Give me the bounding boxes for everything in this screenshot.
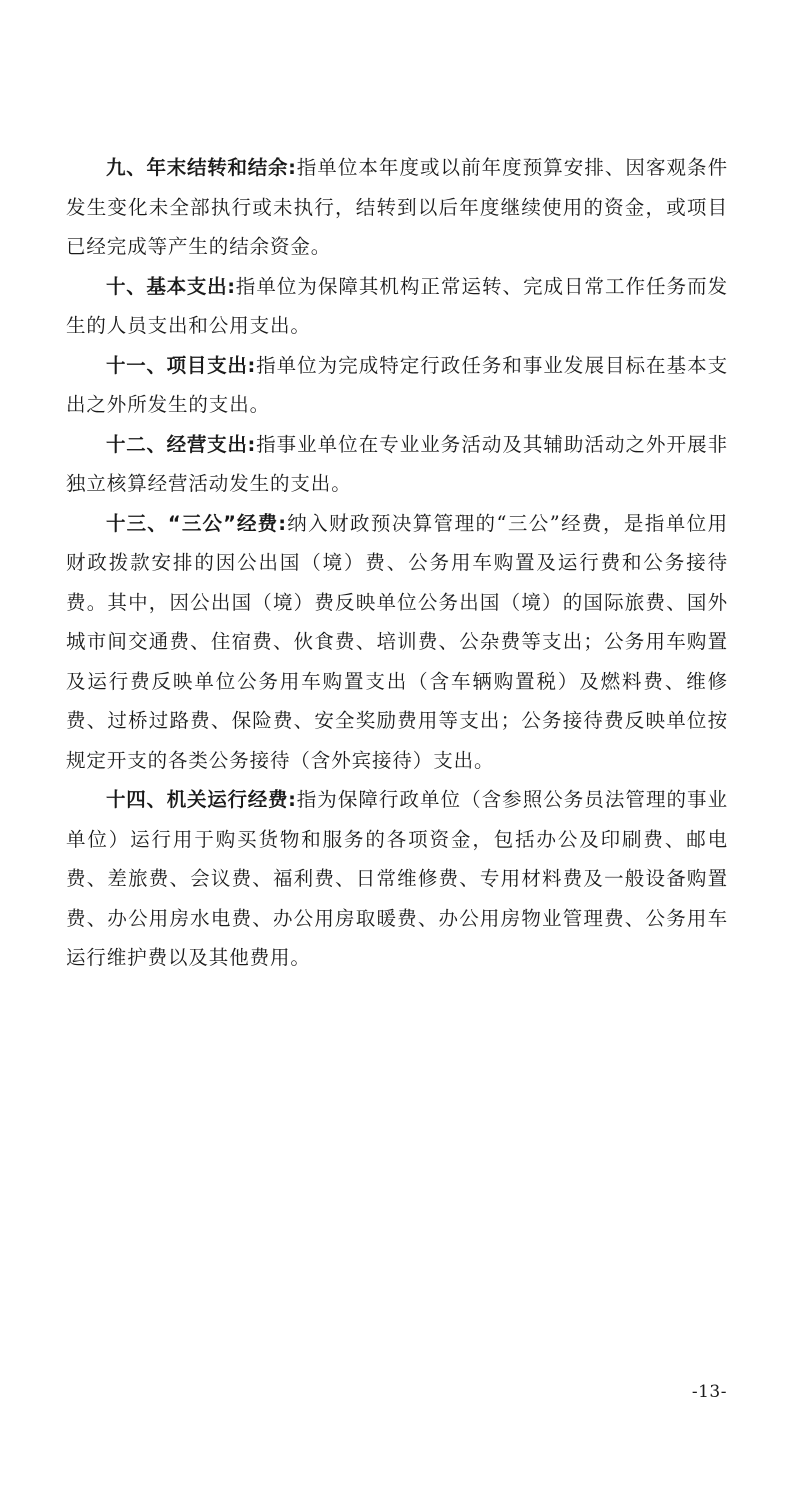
definition-term: 十三、“三公”经费: — [106, 511, 287, 535]
definition-paragraph-10 — [66, 267, 728, 346]
definition-paragraph-11 — [66, 346, 728, 425]
definition-term: 十一、项目支出: — [106, 353, 256, 377]
definition-term: 十、基本支出: — [106, 274, 236, 298]
definition-term: 十四、机关运行经费: — [106, 788, 297, 811]
definition-text: 纳入财政预决算管理的“三公”经费，是指单位用财政拨款安排的因公出国（境）费、公务用车购置及运行费和公务接待费。其中，因公出国（境）费反映单位公务出国（境）的国际旅费、国外城市间交通费、住宿费、伙食费、培训费、公杂费等支出；公务用车购置及运行费反映单位公务用车购置支出（含车辆购置税）及燃料费、维修费、过桥过路费、保险费、安全奖励费用等支出；公务接待费反映单位按规定开支的各类公务接待（含外宾接待）支出。 — [66, 511, 728, 772]
definition-text: 指为保障行政单位（含参照公务员法管理的事业单位）运行用于购买货物和服务的各项资金，包括办公及印刷费、邮电费、差旅费、会议费、福利费、日常维修费、专用材料费及一般设备购置费、办公用房水电费、办公用房取暖费、办公用房物业管理费、公务用车运行维护费以及其他费用。 — [66, 788, 728, 969]
definition-text: 指事业单位在专业业务活动及其辅助活动之外开展非独立核算经营活动发生的支出。 — [66, 432, 728, 495]
definition-text: 指单位为完成特定行政任务和事业发展目标在基本支出之外所发生的支出。 — [66, 353, 728, 416]
definition-text: 指单位为保障其机构正常运转、完成日常工作任务而发生的人员支出和公用支出。 — [66, 274, 729, 337]
definition-paragraph-9 — [66, 148, 728, 267]
page-number: -13- — [691, 1382, 727, 1402]
document-body — [66, 148, 728, 978]
definition-paragraph-13 — [66, 504, 728, 781]
definition-term: 十二、经营支出: — [106, 432, 256, 456]
definition-term: 九、年末结转和结余: — [106, 156, 297, 179]
definition-paragraph-12 — [66, 425, 728, 504]
definition-paragraph-14 — [66, 780, 728, 978]
definition-text: 指单位本年度或以前年度预算安排、因客观条件发生变化未全部执行或未执行，结转到以后年度继续使用的资金，或项目已经完成等产生的结余资金。 — [66, 156, 728, 258]
